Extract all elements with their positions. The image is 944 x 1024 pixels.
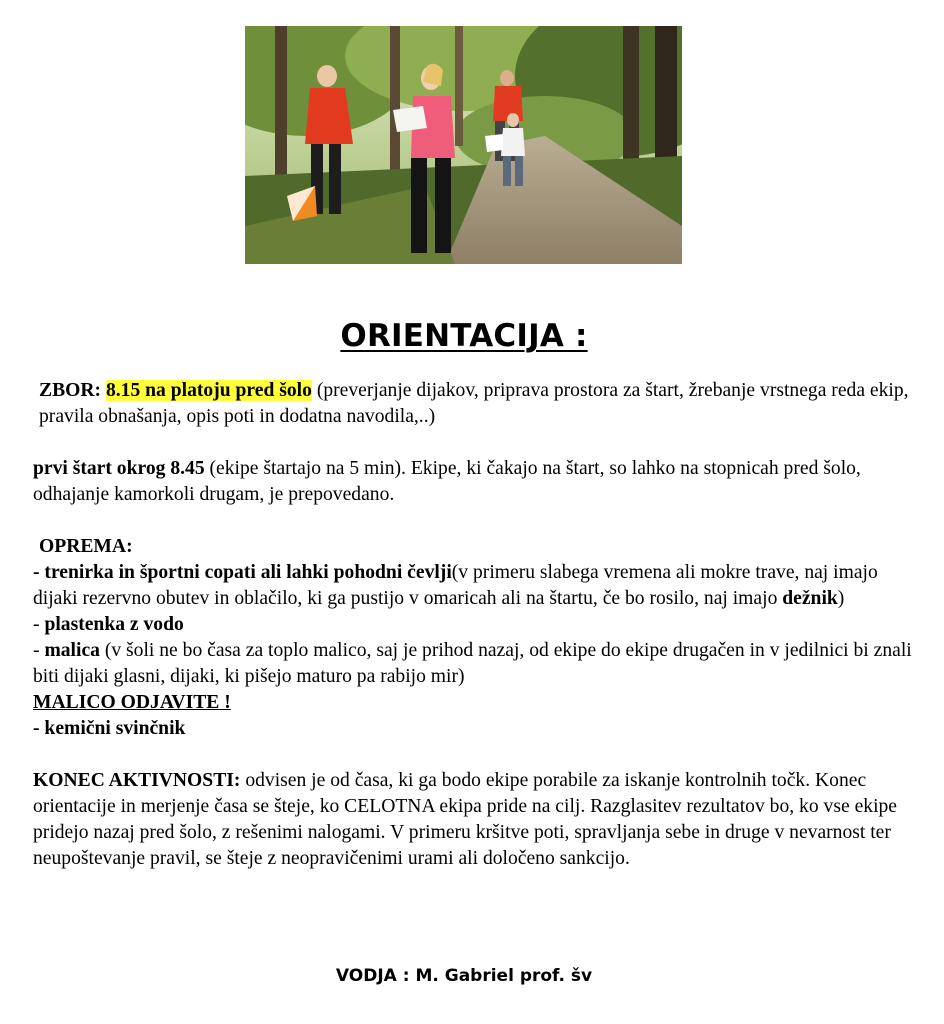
oprema-item-2-dash: - [33,614,45,635]
oprema-item-1-bold: - trenirka in športni copati ali lahki pohodni čevlji [33,562,452,583]
start-paragraph [33,456,913,508]
oprema-heading: OPREMA: [39,536,133,557]
start-label: prvi štart okrog 8.45 [33,458,205,479]
konec-paragraph [33,768,913,872]
oprema-item-1-end: ) [837,588,845,609]
konec-label: KONEC AKTIVNOSTI: [33,770,241,791]
malica-notice: MALICO ODJAVITE ! [33,692,231,713]
page-title: ORIENTACIJA : [340,318,588,354]
zbor-paragraph [33,378,913,430]
zbor-highlight: 8.15 na platoju pred šolo [105,380,312,401]
zbor-label: ZBOR: [39,380,102,401]
oprema-item-2 [33,612,913,638]
oprema-item-1-text: (v primeru slabega vremena ali mokre trave, naj imajo dijaki rezervno obutev in oblačilo, ki ga pustijo v omaricah ali na štartu, če bo rosilo, naj imajo [33,562,878,609]
konec-text: odvisen je od časa, ki ga bodo ekipe porabile za iskanje kontrolnih točk. Konec orientacije in merjenje časa se šteje, ko CELOTNA ekipa pride na cilj. Razglasitev rezultatov bo, ko vse ekipe pridejo nazaj pred šolo, z rešenimi nalogami. V primeru kršitve poti, spravljanja sebe in druge v nevarnost ter neupoštevanje pravil, se šteje z neopravičenimi urami ali določeno sankcijo. [33,770,897,869]
oprema-item-2-bold: plastenka z vodo [44,614,184,635]
oprema-item-4 [33,716,913,742]
oprema-item-4-bold: - kemični svinčnik [33,718,186,739]
signature: VODJA : M. Gabriel prof. šv [335,966,593,986]
oprema-item-3 [33,638,913,690]
oprema-item-3-text: (v šoli ne bo časa za toplo malico, saj je prihod nazaj, od ekipe do ekipe drugačen in v jedilnici bi znali biti dijaki glasni, dijaki, ki pišejo maturo pa rabijo mir) [33,640,912,687]
oprema-heading-line [33,534,913,560]
oprema-item-1 [33,560,913,612]
orienteering-photo [245,26,682,264]
document-body [33,378,913,872]
oprema-item-1-bold2: dežnik [782,588,838,609]
oprema-item-3-dash: - [33,640,45,661]
start-text: (ekipe štartajo na 5 min). Ekipe, ki čakajo na štart, so lahko na stopnicah pred šolo, odhajanje kamorkoli drugam, je prepovedano. [33,458,861,505]
oprema-item-3-bold: malica [44,640,100,661]
malica-notice-line [33,690,913,716]
zbor-text: (preverjanje dijakov, priprava prostora za štart, žrebanje vrstnega reda ekip, pravila obnašanja, opis poti in dodatna navodila,..) [39,380,909,427]
